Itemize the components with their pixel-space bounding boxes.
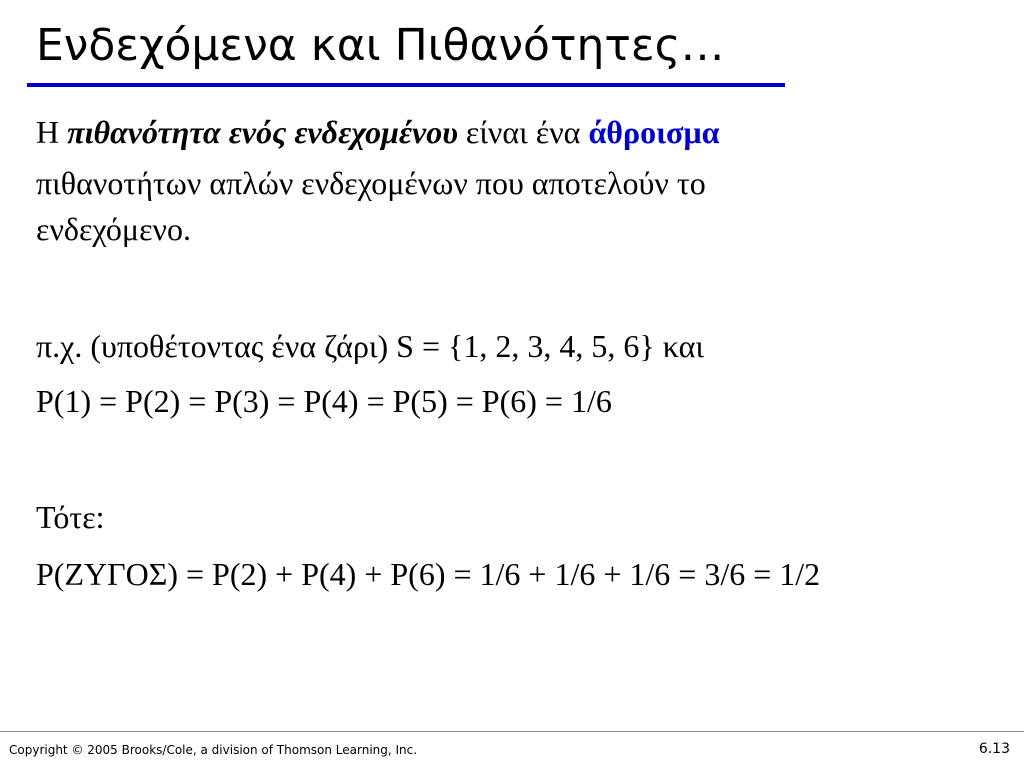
definition-line-3: ενδεχόμενο. <box>36 211 191 247</box>
conclusion-heading: Τότε: <box>36 499 105 535</box>
slide-title: Ενδεχόμενα και Πιθανότητες… <box>36 20 725 71</box>
definition-term: πιθανότητα ενός ενδεχομένου <box>67 114 458 150</box>
definition-middle: είναι ένα <box>457 114 589 150</box>
definition-line-2: πιθανοτήτων απλών ενδεχομένων που αποτελούν το <box>36 165 706 201</box>
example-line-1: π.χ. (υποθέτοντας ένα ζάρι) S = {1, 2, 3, 4, 5, 6} και <box>36 328 704 364</box>
conclusion-equation: P(ΖΥΓΟΣ) = P(2) + P(4) + P(6) = 1/6 + 1/6 + 1/6 = 3/6 = 1/2 <box>36 556 821 592</box>
copyright-notice: Copyright © 2005 Brooks/Cole, a division of Thomson Learning, Inc. <box>9 743 418 757</box>
definition-line-1 <box>36 114 719 151</box>
page-number: 6.13 <box>978 741 1010 757</box>
example-line-2: P(1) = P(2) = P(3) = P(4) = P(5) = P(6) = 1/6 <box>36 383 612 419</box>
title-underline <box>27 83 785 87</box>
footer-divider <box>0 731 1024 732</box>
definition-lead: Η <box>36 114 68 150</box>
definition-accent-term: άθροισμα <box>588 114 720 150</box>
